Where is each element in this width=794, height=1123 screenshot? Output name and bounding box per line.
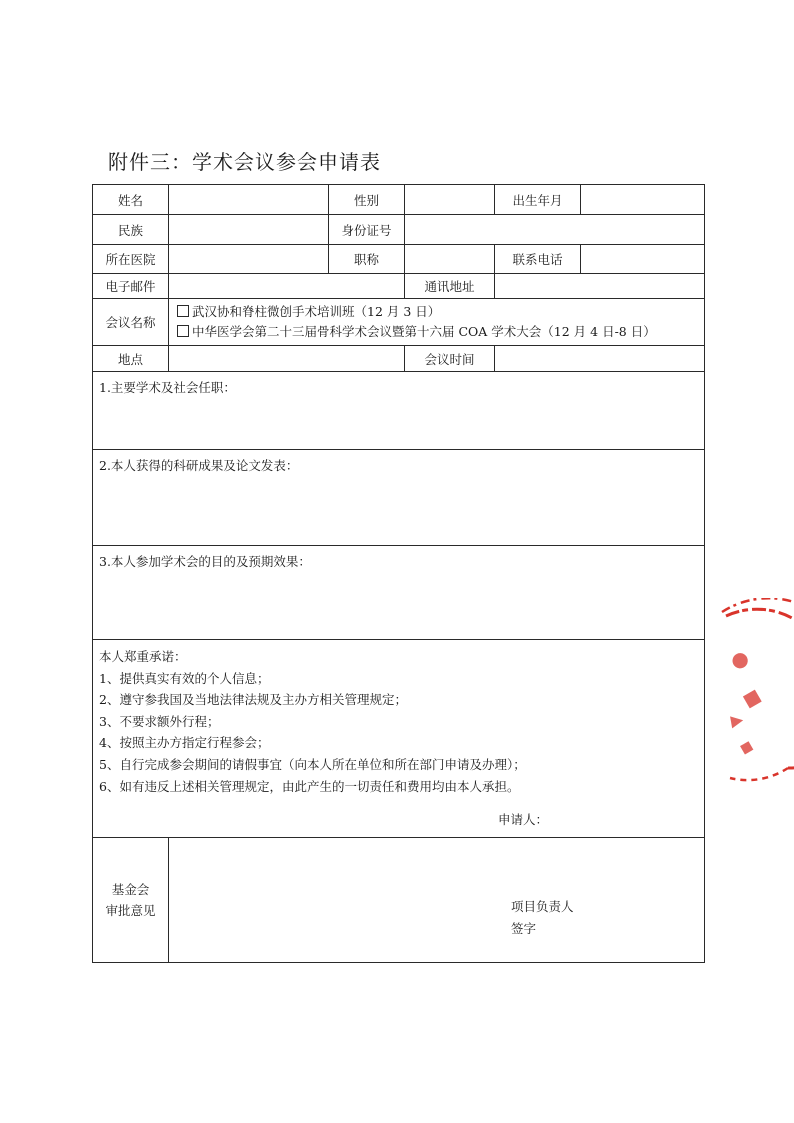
svg-text:◆: ◆ (735, 738, 760, 758)
row-approval (93, 838, 705, 963)
promise-heading: 本人郑重承诺： (99, 649, 187, 664)
section-1-label: 1.主要学术及社会任职： (99, 380, 236, 395)
address-label: 通讯地址 (405, 274, 495, 299)
section-1-cell[interactable] (93, 372, 705, 450)
row-section-3 (93, 546, 705, 640)
signature-label: 签字 (511, 921, 537, 936)
row-basic-2 (93, 215, 705, 245)
promise-item-4: 4、按照主办方指定行程参会； (99, 735, 270, 751)
phone-label: 联系电话 (495, 245, 581, 274)
approval-opinion-cell[interactable] (169, 838, 705, 963)
meeting-option-2-label: 中华医学会第二十三届骨科学术会议暨第十六届 COA 学术大会（12 月 4 日-8 日） (192, 324, 656, 339)
promise-item-1: 1、提供真实有效的个人信息； (99, 670, 270, 686)
row-basic-1 (93, 185, 705, 215)
approval-sign-area (175, 838, 698, 962)
job-title-value-cell[interactable] (405, 245, 495, 274)
email-value-cell[interactable] (169, 274, 405, 299)
email-label: 电子邮件 (93, 274, 169, 299)
id-number-label: 身份证号 (329, 215, 405, 245)
hospital-label: 所在医院 (93, 245, 169, 274)
row-meeting (93, 299, 705, 346)
project-leader-label: 项目负责人 (511, 899, 574, 914)
approval-label-line1: 基金会 (111, 882, 150, 897)
section-3-cell[interactable] (93, 546, 705, 640)
meeting-options-cell (169, 299, 705, 346)
phone-value-cell[interactable] (581, 245, 705, 274)
promise-item-2: 2、遵守参我国及当地法律法规及主办方相关管理规定； (99, 692, 407, 708)
ethnicity-value-cell[interactable] (169, 215, 329, 245)
hospital-value-cell[interactable] (169, 245, 329, 274)
birth-value-cell[interactable] (581, 185, 705, 215)
address-value-cell[interactable] (495, 274, 705, 299)
job-title-label: 职称 (329, 245, 405, 274)
row-section-2 (93, 450, 705, 546)
birth-label: 出生年月 (495, 185, 581, 215)
checkbox-icon[interactable] (177, 325, 189, 337)
applicant-signature-label: 申请人： (497, 812, 548, 828)
red-seal-stamp (700, 598, 794, 788)
name-label: 姓名 (93, 185, 169, 215)
meeting-option-2[interactable] (177, 322, 696, 342)
id-number-value-cell[interactable] (405, 215, 705, 245)
application-form-table (92, 184, 705, 963)
project-leader-signature (511, 896, 574, 940)
page-title: 附件三：学术会议参会申请表 (108, 150, 381, 174)
row-section-1 (93, 372, 705, 450)
location-label: 地点 (93, 346, 169, 372)
meeting-name-label: 会议名称 (93, 299, 169, 346)
checkbox-icon[interactable] (177, 305, 189, 317)
promise-cell (93, 640, 705, 838)
svg-text:▲: ▲ (728, 713, 749, 729)
promise-item-6: 6、如有违反上述相关管理规定，由此产生的一切责任和费用均由本人承担。 (99, 778, 520, 794)
approval-label-cell (93, 838, 169, 963)
gender-value-cell[interactable] (405, 185, 495, 215)
section-3-label: 3.本人参加学术会的目的及预期效果： (99, 554, 311, 569)
ethnicity-label: 民族 (93, 215, 169, 245)
meeting-time-label: 会议时间 (405, 346, 495, 372)
row-basic-3 (93, 245, 705, 274)
name-value-cell[interactable] (169, 185, 329, 215)
location-value-cell[interactable] (169, 346, 405, 372)
section-2-label: 2.本人获得的科研成果及论文发表： (99, 458, 299, 473)
meeting-option-1[interactable] (177, 302, 696, 322)
row-location (93, 346, 705, 372)
section-2-cell[interactable] (93, 450, 705, 546)
row-promise (93, 640, 705, 838)
meeting-option-1-label: 武汉协和脊柱微创手术培训班（12 月 3 日） (192, 304, 441, 319)
row-basic-4 (93, 274, 705, 299)
svg-text:■: ■ (739, 686, 767, 712)
gender-label: 性别 (329, 185, 405, 215)
meeting-time-value-cell[interactable] (495, 346, 705, 372)
approval-label-line2: 审批意见 (105, 903, 156, 918)
svg-text:●: ● (727, 644, 756, 675)
promise-item-5: 5、自行完成参会期间的请假事宜（向本人所在单位和所在部门申请及办理）； (99, 756, 526, 772)
promise-item-3: 3、不要求额外行程； (99, 713, 220, 729)
